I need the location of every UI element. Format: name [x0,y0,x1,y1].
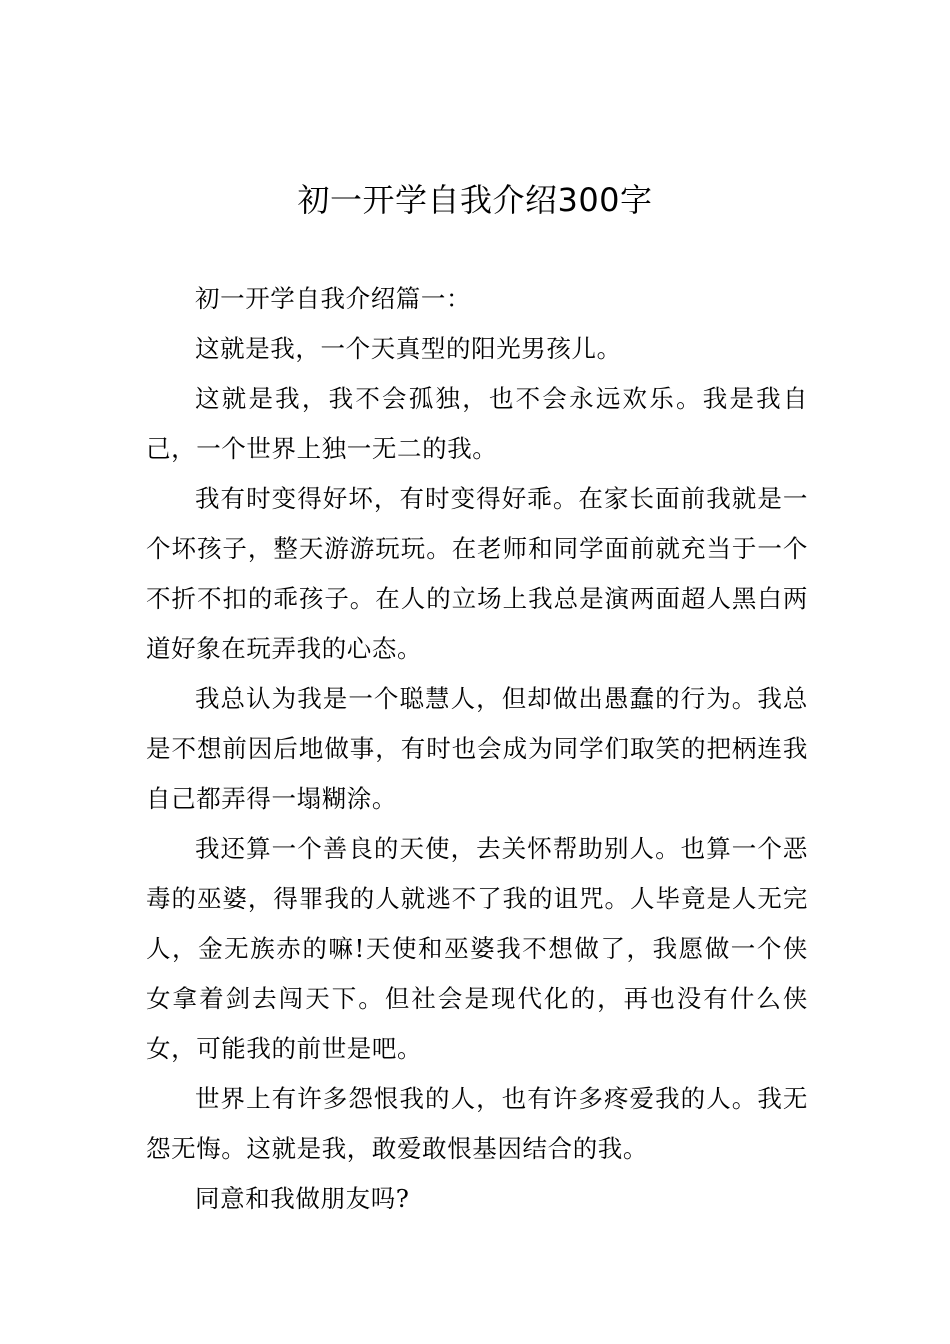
paragraph: 世界上有许多怨恨我的人，也有许多疼爱我的人。我无怨无悔。这就是我，敢爱敢恨基因结合的我。 [146,1084,808,1163]
paragraph-heading: 初一开学自我介绍篇一： [195,284,472,313]
paragraph: 我总认为我是一个聪慧人，但却做出愚蠢的行为。我总是不想前因后地做事，有时也会成为同学们取笑的把柄连我自己都弄得一塌糊涂。 [146,684,808,813]
paragraph: 我还算一个善良的天使，去关怀帮助别人。也算一个恶毒的巫婆，得罪我的人就逃不了我的诅咒。人毕竟是人无完人，金无族赤的嘛!天使和巫婆我不想做了，我愿做一个侠女拿着剑去闯天下。但社会是现代化的，再也没有什么侠女，可能我的前世是吧。 [146,834,808,1063]
paragraph: 我有时变得好坏，有时变得好乖。在家长面前我就是一个坏孩子，整天游游玩玩。在老师和同学面前就充当于一个不折不扣的乖孩子。在人的立场上我总是演两面超人黑白两道好象在玩弄我的心态。 [146,484,808,663]
paragraph: 这就是我，一个天真型的阳光男孩儿。 [195,334,622,363]
document-body [146,274,808,1224]
paragraph: 同意和我做朋友吗? [195,1184,410,1213]
document-title: 初一开学自我介绍300字 [297,181,653,219]
paragraph: 这就是我，我不会孤独，也不会永远欢乐。我是我自己，一个世界上独一无二的我。 [146,384,808,463]
